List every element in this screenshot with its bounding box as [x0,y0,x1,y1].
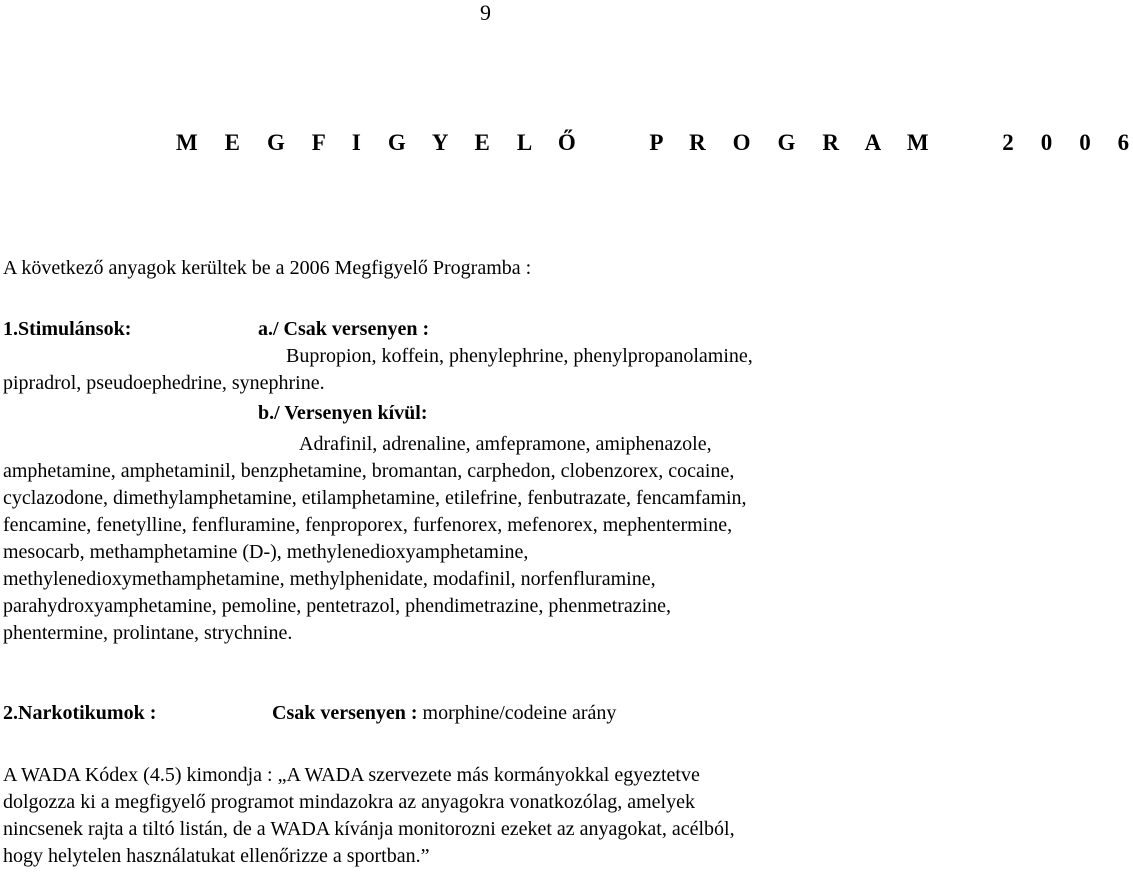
wada-paragraph-line: hogy helytelen használatukat ellenőrizze a sportban.” [3,845,430,867]
stimulants-sub-b-line: cyclazodone, dimethylamphetamine, etilamphetamine, etilefrine, fenbutrazate, fencamfamin, [3,487,747,509]
narcotics-rest: morphine/codeine arány [417,702,617,724]
narcotics-bold-part: Csak versenyen : [272,702,418,724]
wada-paragraph-line: dolgozza ki a megfigyelő programot mindazokra az anyagokra vonatkozólag, amelyek [3,791,695,813]
stimulants-sub-a-heading: a./ Csak versenyen : [258,318,430,340]
stimulants-sub-b-line: amphetamine, amphetaminil, benzphetamine, bromantan, carphedon, clobenzorex, cocaine, [3,460,735,482]
stimulants-sub-b-line: methylenedioxymethamphetamine, methylphenidate, modafinil, norfenfluramine, [3,568,656,590]
stimulants-sub-b-line: mesocarb, methamphetamine (D-), methylenedioxyamphetamine, [3,541,529,563]
stimulants-sub-b-line: parahydroxyamphetamine, pemoline, pentetrazol, phendimetrazine, phenmetrazine, [3,595,672,617]
narcotics-heading: 2.Narkotikumok : [3,702,157,724]
narcotics-detail [272,700,616,726]
stimulants-sub-b-line: Adrafinil, adrenaline, amfepramone, amiphenazole, [299,433,712,455]
stimulants-sub-b-heading: b./ Versenyen kívül: [258,402,428,424]
stimulants-sub-a-line: pipradrol, pseudoephedrine, synephrine. [3,372,325,394]
stimulants-sub-b-line: phentermine, prolintane, strychnine. [3,622,293,644]
page-title: M E G F I G Y E L Ő P R O G R A M 2 0 0 6 [176,130,1133,155]
wada-paragraph-line: nincsenek rajta a tiltó listán, de a WADA kívánja monitorozni ezeket az anyagokat, acélból, [3,818,735,840]
page-number: 9 [480,0,491,25]
stimulants-heading: 1.Stimulánsok: [3,318,132,340]
wada-paragraph-line: A WADA Kódex (4.5) kimondja : „A WADA szervezete más kormányokkal egyeztetve [3,764,700,786]
intro-text: A következő anyagok kerültek be a 2006 Megfigyelő Programba : [3,257,532,279]
stimulants-sub-b-line: fencamine, fenetylline, fenfluramine, fenproporex, furfenorex, mefenorex, mephentermine, [3,514,733,536]
stimulants-sub-a-line: Bupropion, koffein, phenylephrine, phenylpropanolamine, [286,345,753,367]
